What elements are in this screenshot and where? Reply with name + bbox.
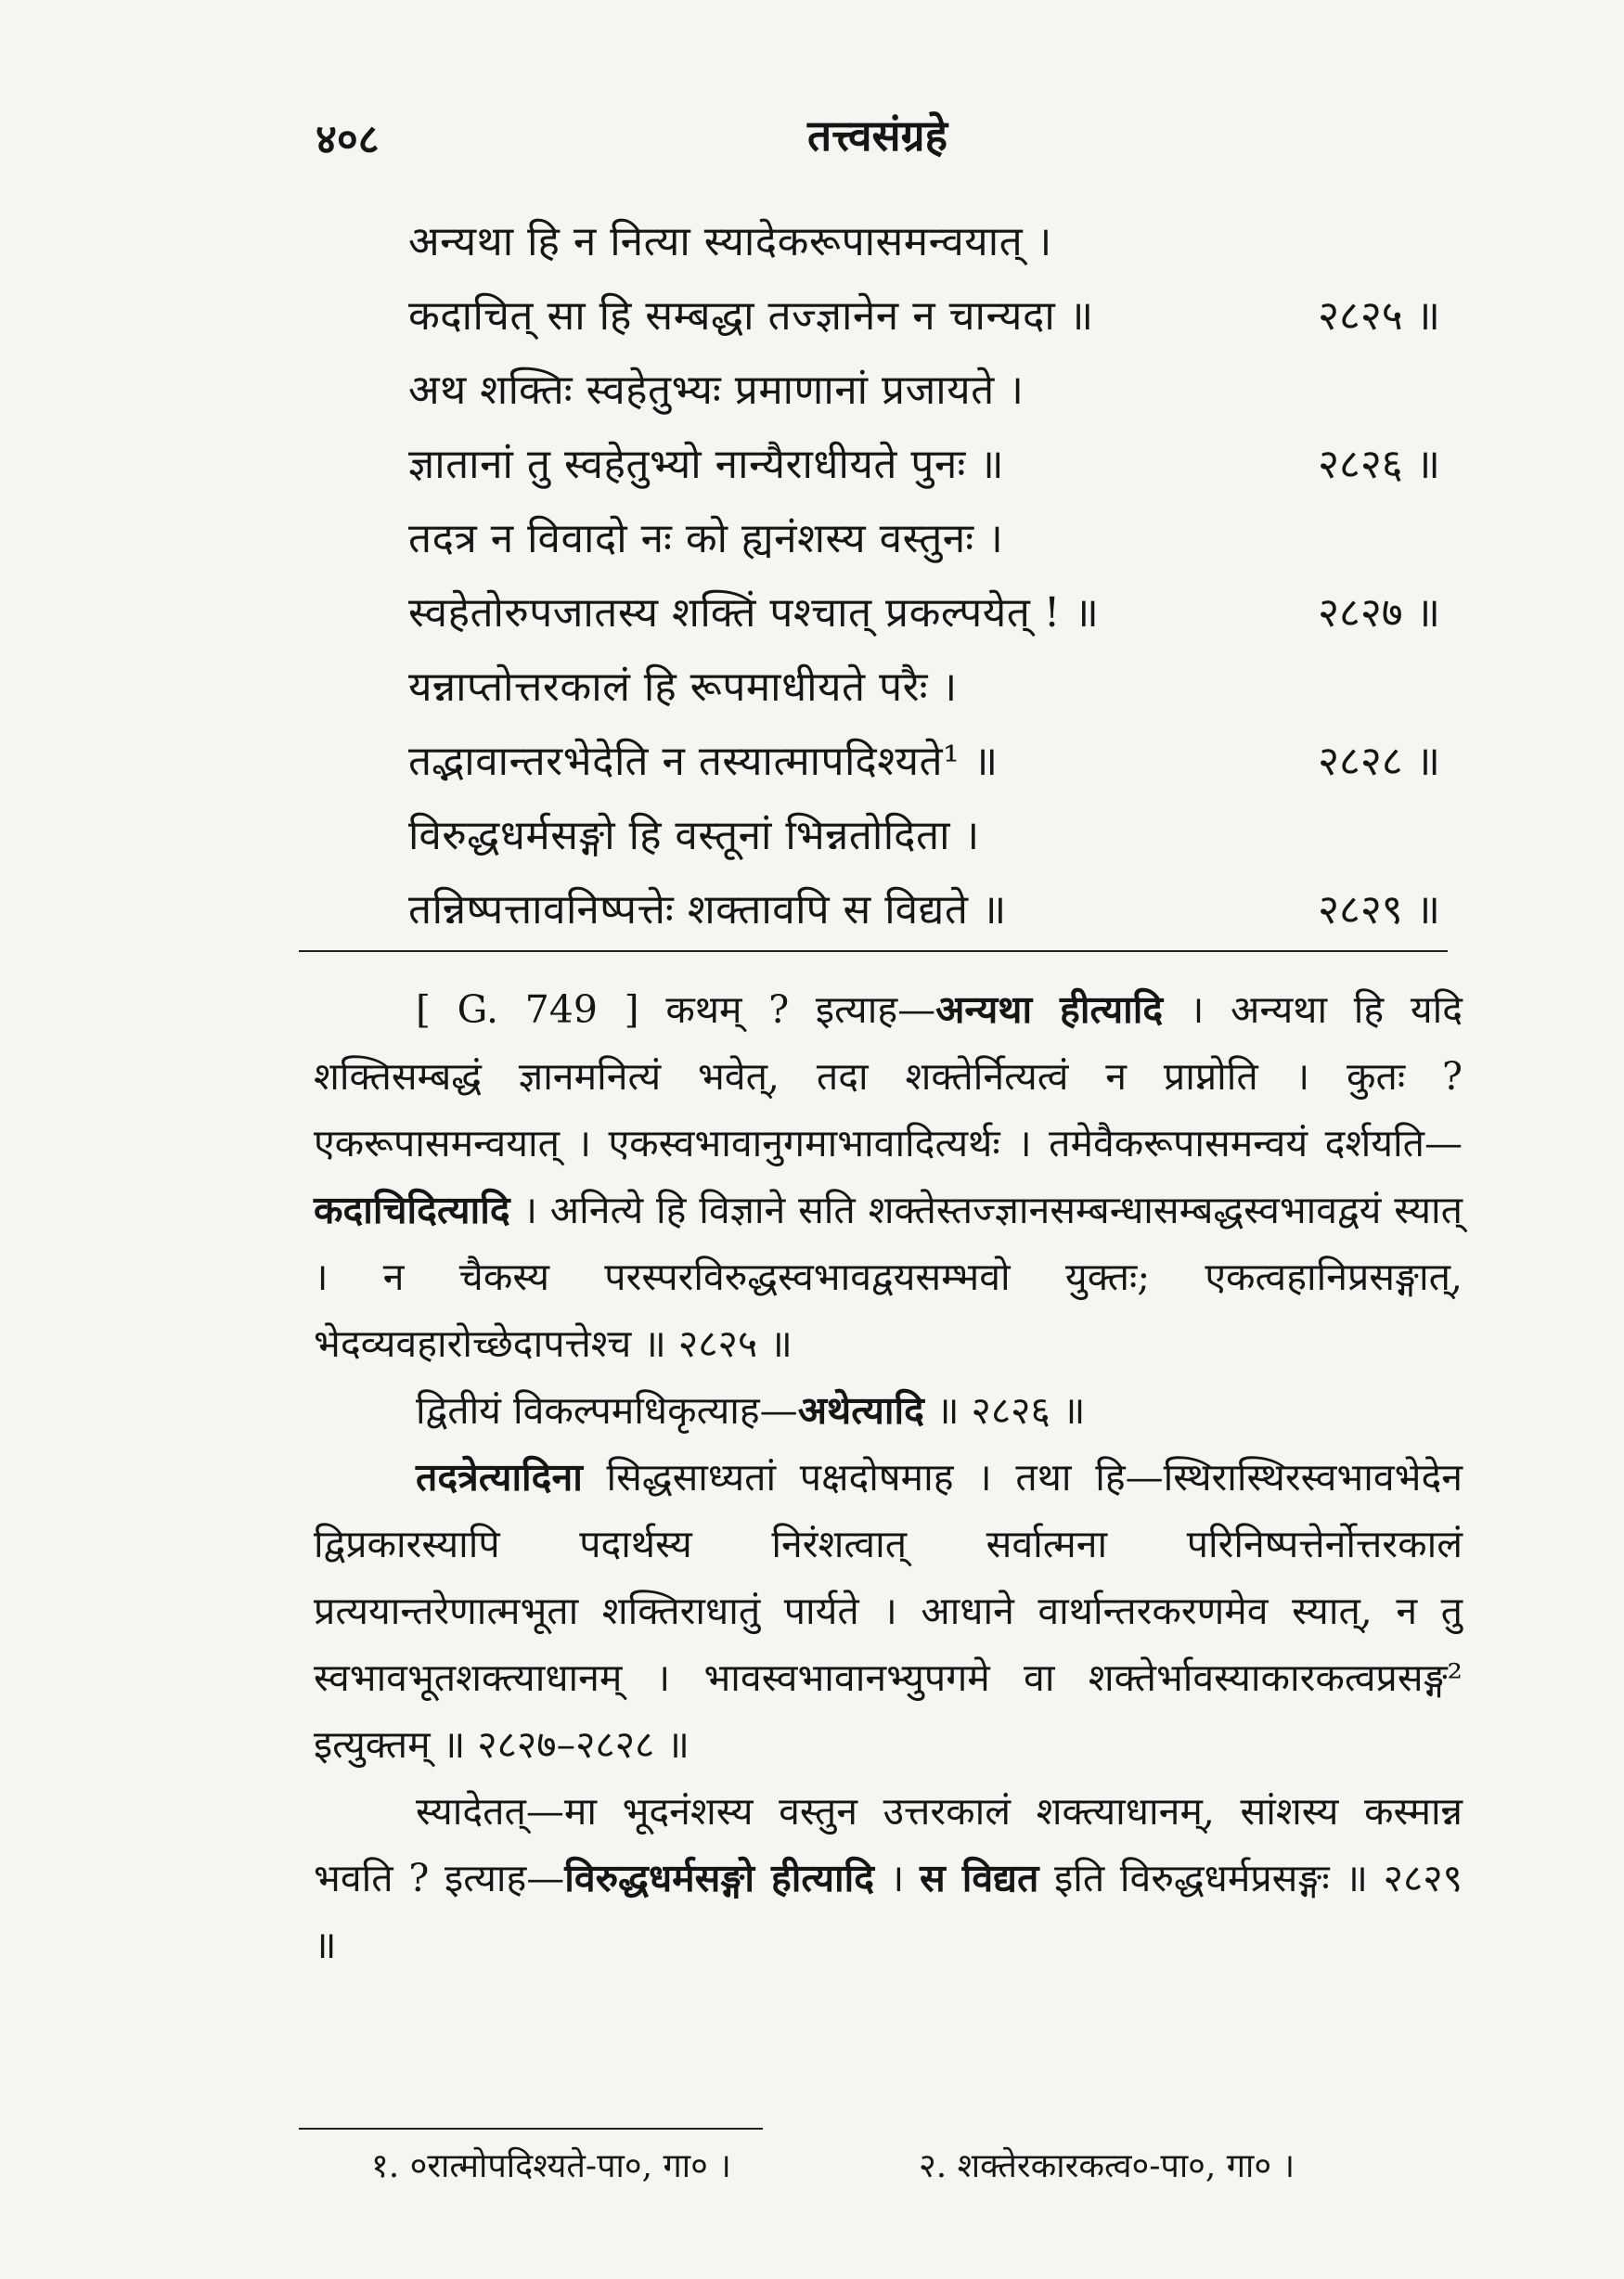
source-reference: [ G. 749 ] — [416, 987, 639, 1032]
verse-separator-rule — [299, 950, 1448, 952]
commentary-paragraph: [ G. 749 ] कथम् ? इत्याह—अन्यथा हीत्यादि । अन्यथा हि यदि शक्तिसम्बद्धं ज्ञानमनित्यं भवेत्, तदा शक्तेर्नित्यत्वं न प्राप्नोति । कुतः ? एकरूपासमन्वयात् । एकस्वभावानुगमाभावादित्यर्थः । तमेवैकरूपासमन्वयं दर्शयति—कदाचिदित्यादि । अनित्ये हि विज्ञाने सति शक्तेस्तज्ज्ञानसम्बन्धासम्बद्धस्वभावद्वयं स्यात् । न चैकस्य परस्परविरुद्धस्वभावद्वयसम्भवो युक्तः; एकत्वहानिप्रसङ्गात्, भेदव्यवहारोच्छेदापत्तेश्च ॥ २८२५ ॥ — [314, 987, 1463, 1366]
lemma: विरुद्धधर्मसङ्गो हीत्यादि — [564, 1856, 875, 1900]
footnote: १. ०रात्मोपदिश्यते-पा०, गा० । — [371, 2147, 731, 2185]
commentary-paragraph: तदत्रेत्यादिना सिद्धसाध्यतां पक्षदोषमाह । तथा हि—स्थिरास्थिरस्वभावभेदेन द्विप्रकारस्यापि पदार्थस्य निरंशत्वात् सर्वात्मना परिनिष्पत्तेर्नोत्तरकालं प्रत्ययान्तरेणात्मभूता शक्तिराधातुं पार्यते । आधाने वार्थान्तरकरणमेव स्यात्, न तु स्वभावभूतशक्त्याधानम् । भावस्वभावानभ्युपगमे वा शक्तेर्भावस्याकारकत्वप्रसङ्ग² इत्युक्तम् ॥ २८२७–२८२८ ॥ — [314, 1455, 1463, 1767]
verse-line: तन्निष्पत्तावनिष्पत्तेः शक्तावपि स विद्यते ॥ — [408, 886, 1007, 933]
verse-line: ज्ञातानां तु स्वहेतुभ्यो नान्यैराधीयते पुनः ॥ — [408, 441, 1005, 488]
verse-line: यन्नाप्तोत्तरकालं हि रूपमाधीयते परैः । — [408, 663, 958, 711]
verse-line: स्वहेतोरुपजातस्य शक्तिं पश्चात् प्रकल्पयेत् ! ॥ — [408, 589, 1100, 637]
verse-line: अन्यथा हि न नित्या स्यादेकरूपासमन्वयात् । — [408, 218, 1052, 265]
lemma: अन्यथा हीत्यादि — [935, 987, 1164, 1032]
verse-line: तदत्र न विवादो नः को ह्यनंशस्य वस्तुनः । — [408, 515, 1004, 562]
footnote-rule — [299, 2128, 763, 2130]
verse-number: २८२९ ॥ — [1318, 886, 1440, 933]
page-number: ४०८ — [316, 116, 380, 163]
verse-number: २८२८ ॥ — [1318, 738, 1440, 785]
lemma: तदत्रेत्यादिना — [416, 1455, 583, 1500]
lemma: स विद्यत — [920, 1856, 1039, 1900]
verse-number: २८२७ ॥ — [1318, 589, 1440, 637]
commentary-paragraph: स्यादेतत्—मा भूदनंशस्य वस्तुन उत्तरकालं शक्त्याधानम्, सांशस्य कस्मान्न भवति ? इत्याह—विरुद्धधर्मसङ्गो हीत्यादि । स विद्यत इति विरुद्धधर्मप्रसङ्गः ॥ २८२९ ॥ — [314, 1789, 1463, 1967]
verse-line: कदाचित् सा हि सम्बद्धा तज्ज्ञानेन न चान्यदा ॥ — [408, 292, 1094, 340]
verse-number: २८२६ ॥ — [1318, 441, 1440, 488]
commentary-paragraph: द्वितीयं विकल्पमधिकृत्याह—अथेत्यादि ॥ २८२६ ॥ — [416, 1388, 1086, 1433]
lemma: अथेत्यादि — [797, 1388, 924, 1433]
verse-line: तद्भावान्तरभेदेति न तस्यात्मापदिश्यते¹ ॥ — [408, 738, 999, 785]
verse-line: विरुद्धधर्मसङ्गो हि वस्तूनां भिन्नतोदिता । — [408, 812, 980, 859]
lemma: कदाचिदित्यादि — [314, 1188, 510, 1232]
footnote: २. शक्तेरकारकत्व०-पा०, गा० । — [919, 2147, 1295, 2185]
running-title: तत्त्वसंग्रहे — [807, 110, 948, 161]
verse-line: अथ शक्तिः स्वहेतुभ्यः प्रमाणानां प्रजायते । — [408, 367, 1025, 414]
commentary — [314, 976, 1463, 1978]
verse-number: २८२५ ॥ — [1318, 292, 1440, 340]
